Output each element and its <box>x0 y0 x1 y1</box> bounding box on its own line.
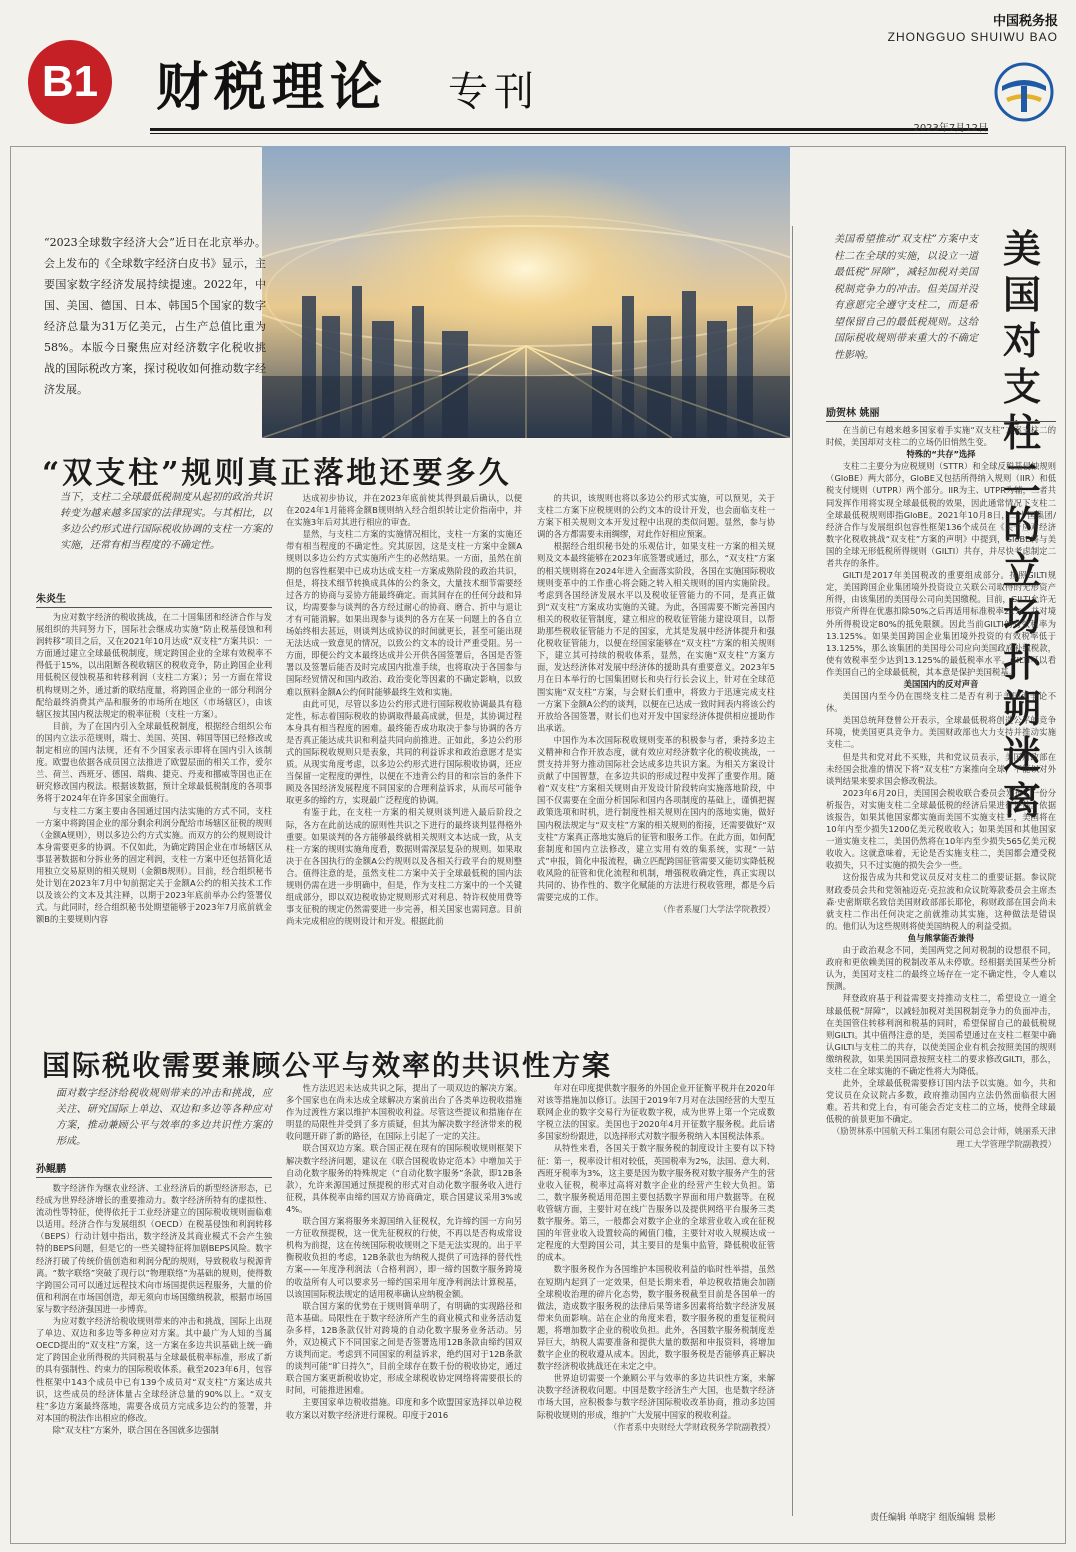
section-subtitle: 专刊 <box>448 69 540 115</box>
article2-column-1 <box>36 1182 272 1500</box>
article3-byline: 励贺林 姚丽 <box>826 404 1056 422</box>
paragraph: 2023年6月20日，美国国会税收联合委员会发布了一份分析报告，对实施支柱二全球最低税的经济后果进行评估。依据该报告，如果其他国家都实施而美国不实施支柱二，美国将在10年内至少损失1200亿美元税收收入；如果美国和其他国家一道实施支柱二，美国仍然将在10年内至少损失565亿美元税收收入。这就意味着，无论是否实施支柱二，美国都会遭受税收损失，只不过实施的损失会少一些。 <box>826 787 1056 871</box>
paragraph: 支柱二主要分为应税规则（STTR）和全球反税基侵蚀规则（GloBE）两大部分，GloBE又包括所得纳入规则（IIR）和低税支付规则（UTPR）两个部分。IIR为主、UTPR为辅，二者共同发挥作用将实现全球最低税的效果，因此通常情况下支柱二全球最低税规则即指GloBE。2021年10月8日，二十国集团/经济合作与发展组织包容性框架136个成员在《关于应对经济数字化税收挑战“双支柱”方案的声明》中提到，GloBE将与美国的全球无形低税所得规则（GILTI）共存，并尽快考虑制定二者共存的条件。 <box>826 461 1056 569</box>
paragraph: 根据经合组织秘书处的乐观估计，如果支柱一方案的相关规则及文本最终能够在2023年底签署或通过，那么，“双支柱”方案的相关规则将在2024年进入全面落实阶段，各国在实施国际税收规则变革中的工作重心将会随之转入相关规则的国内实施阶段。考虑到各国经济发展水平以及税收征管能力的不同，是真正做到“双支柱”方案成功实施的关键。为此，各国需要不断完善国内相关的税收征管制度，建立相应的税收征管能力建设项目，以帮助那些税收征管能力不足的国家，尤其是发展中经济体提升和强化税收征管能力，以便在经国家能够在“双支柱”方案的相关规则下，建立其可持续的税收体系，显然，在实施“双支柱”方案方面，发达经济体对发展中经济体的援助具有重要意义。2023年5月在日本举行的七国集团财长和央行行长会议上，针对在全球范围实施“双支柱”方案，与会财长们重申，将致力于迅速完成支柱一方案下金额A公约的谈判，以便在已达成一致时间表内将该公约开放给各国签署，财长们也对开发中国家经济体提供相应援助作出承诺。 <box>537 541 775 733</box>
article1-column-2 <box>286 492 522 1025</box>
paragraph: 在当前已有越来越多国家着手实施“双支柱”方案支柱二的时候，美国却对支柱二的立场仍旧悄然生变。 <box>826 425 1056 448</box>
paragraph: 性方法迟迟未达成共识之际，提出了一项双边的解决方案。多个国家也在尚未达成全球解决方案前出台了各类单边税收措施作为过渡性方案以维护本国税收利益。尽管这些提议和措施存在明显的局限性并受到了多方质疑，但其为解决数字经济带来的税收问题开辟了新的路径，在国际上引起了一定的关注。 <box>286 1083 522 1142</box>
section-badge: B1 <box>28 40 112 124</box>
article1-column-1 <box>36 611 272 1025</box>
paragraph: 有鉴于此，在支柱一方案的相关规则谈判进入最后阶段之际，各方在此前达成的原则性共识之下进行的最终谈判显得格外重要。如果谈判的各方能够最终就相关规则文本达成一致，从支柱一方案的规则实施角度看，数据则需深层复杂的规则。如果取决于在各国执行的金额A公约规则以及各相关行政平台的规则整合。值得注意的是，虽然支柱二方案中关于全球最低税的国内法规则仍需在进一步明确中，但是，作为支柱二方案中的一个关键组成部分，即以双边税收协定规则形式对利息、特许权使用费等事支征税的规定仍然需要进一步完善，相关国家也需同意。目前尚未完成相应的规则设计和开发。根据此前 <box>286 807 522 927</box>
paragraph: 联合国方案的优势在于规则简单明了，有明确的实现路径和范本基础。局限性在于数字经济所产生的商业模式和业务活动复杂多样，12B条款仅针对跨境的自动化数字服务业务活动。另外，双边模式下不同国家之间是否签署选用12B条款由缔约国双方谈判而定。考虑到不同国家的利益诉求，绝约国对于12B条款的谈判可能“旷日持久”，目前全球存在数千份的税收协定，通过联合国方案更新税收协定，形成全球税收协定网络将需要很长的时间，可能推进困难。 <box>286 1300 522 1396</box>
paragraph: 从特性来看，各国关于数字服务税的制度设计主要有以下特征：第一，税率设计相对较低，英国税率为2%，法国、意大利、西班牙税率为3%，这主要是因为数字服务税对数字服务产生的营业收入征税，税率过高将对数字企业的经营产生较大负担。第二，数字服务税适用范围主要包括数字界面和用户数据等。在税收管辖方面，主要针对在线广告服务以及提供网络平台服务三类数字服务。第三，一般都会对数字企业的全球营业收入或在征税国的年营业收入设置较高的阈值门槛，主要针对收入规模达成一定程度的大型跨国公司，其主要目的是集中监管，降低税收征管的成本。 <box>537 1143 775 1263</box>
paper-name-cn: 中国税务报 <box>992 14 1058 29</box>
article1-deck: 当下，支柱二全球最低税制度从起初的政治共识转变为越来越多国家的法律现实。与其相比，以多边公约形式进行国际税收协调的支柱一方案的实施，还常有相当程度的不确定性。 <box>60 492 272 551</box>
paragraph: 美国国内至今仍在围绕支柱二是否有利于美国而争论不休。 <box>826 691 1056 714</box>
paragraph: 年对在印度提供数字服务的外国企业开征衡平税并在2020年对该等措施加以修订。法国于2019年7月对在法国经营的大型互联网企业的数字交易行为征收数字税，成为世界上第一个完成数字税立法的国家。美国也于2020年4月开征数字服务税。此后诸多国家纷纷跟进，以选择形式对数字服务税纳入本国税法体系。 <box>537 1083 775 1142</box>
issue-date: 2023年7月12日 <box>913 123 988 134</box>
article2-deck: 面对数字经济给税收规则带来的冲击和挑战，应关注、研究国际上单边、双边和多边等各种应对方案，推动兼顾公平与效率的多边共识性方案的形成。 <box>56 1088 272 1147</box>
article1-headline: “双支柱”规则真正落地还要多久 <box>42 456 512 491</box>
column-divider <box>792 226 793 1516</box>
masthead-rule <box>150 128 988 131</box>
article3-body <box>826 424 1056 1496</box>
editor-credits: 责任编辑 单晓宇 组版编辑 景彬 <box>870 1513 996 1523</box>
subheading: 美国国内的反对声音 <box>903 678 979 689</box>
paragraph: 但是共和党对此不买账，共和党议员表示，美国财政部在未经国会批准的情况下将“双支柱”方案推向全球，不能以对外谈判结果来要求国会修改税法。 <box>826 751 1056 786</box>
paragraph: 目前，为了在国内引入全球最低税制度，根据经合组织公布的国内立法示范规则，瑞士、美国、英国、韩国等国已经修改或制定相应的国内法规，还有不少国家表示即将在国内引入该制度。欧盟也依据各成员国立法推进了欧盟层面的相关工作，爱尔兰、荷兰、西班牙、德国、瑞典、捷克、丹麦和挪威等国也正在研究修改国内税法。根据该数据，预计全球最低税制度的各项事务将于2024年在许多国家全面施行。 <box>36 720 272 804</box>
paragraph: 拜登政府基于利益需要支持推动支柱二，希望设立一道全球最低税“屏障”，以减轻加税对美国税制竞争力的负面冲击，在美国管住转移利润和税基的同时，希望保留自己的最低税规则GILTI。其中值得注意的是，美国希望通过在支柱二框架中确认GILTI与支柱二的共存，以使美国企业有机会按照美国的规则缴纳税款，如果美国同意按照支柱二的要求修改GILTI，那么，支柱二在全球实施的不确定性将大为降低。 <box>826 993 1056 1076</box>
paragraph: 联合国方案将服务来源国纳入征税权，允许缔约国一方向另一方征收预提税，这一优先征税权的行使，不再以是否构成常设机构为前提，这在传统国际税收规则之下是无法实现的。出于平衡税收负担的考虑，12B条款也为纳税人提供了可选择的替代性方案——年度净利润法（合格利润），即一缔约国数字服务跨境的收益所有人可以要求另一缔约国采用年度净利润法计算税基，以该国国际税法规定的适用税率确认应纳税金额。 <box>286 1216 522 1299</box>
article2-byline: 孙鲲鹏 <box>36 1160 272 1178</box>
paragraph: 世界迫切需要一个兼顾公平与效率的多边共识性方案，来解决数字经济税收问题。中国是数字经济生产大国，也是数字经济市场大国，应积极参与数字经济国际税收改革协商，推动多边国际税收规则的形成，维护广大发展中国家的税收利益。 <box>537 1373 775 1420</box>
author-note: （作者系厦门大学法学院教授） <box>658 904 775 915</box>
paragraph: 的共识，该规则也将以多边公约形式实施，可以预见，关于支柱二方案下应税规则的公约文本的设计开发，也会面临支柱一方案下相关规则文本开发过程中出现的类似问题。显然，参与协调的各方都需要未雨绸缪，对此作好相应预案。 <box>537 493 775 540</box>
hero-city-image <box>262 146 790 438</box>
paragraph: 美国总统拜登曾公开表示，全球最低税将创造公平的竞争环境，使美国更具竞争力。美国财政部也大力支持并推动实施支柱二。 <box>826 715 1056 750</box>
paragraph: 此外，全球最低税需要修订国内法予以实施。如今，共和党议员在众议院占多数，政府推动国内立法仍然面临很大困难。若共和党上台，有可能会否定支柱二的立场，使得全球最低税的前景更加不确定。 <box>826 1078 1056 1125</box>
author-note: （励贺林系中国航天科工集团有限公司总会计师，姚丽系天津理工大学管理学院副教授） <box>831 1126 1056 1149</box>
paragraph: 显然，与支柱二方案的实施情况相比，支柱一方案的实施还带有相当程度的不确定性。究其原因，这是支柱一方案中金额A规则以多边公约方式实施所产生的必然结果。一方面，虽然在前期的包容性框架中已成功达成支柱一方案成熟阶段的政治共识，但是，将技术细节转换成具体的公约条文，大量技术细节需要经过各方的协商与妥协方能最终确定。而其间存在的任何分歧和异议，均需要参与谈判的各方经过耐心的协商、磨合、折中与退让才有可能消解。如果出现参与谈判的各方在某一问题上的各自立场始终相去甚远，则谈判达成协议的时间就更长，甚至可能出现无法达成一致意见的情况，以致公约文本的设计严重受阻。另一方面，即便公约文本最终达成并公开供各国签署后，各国是否签署以及签署后能否及时完成国内批准手续，也将取决于各国参与国际经贸情况和国内政治、政治变化等因素的不确定影响，以致难以预料金额A公约何时能够最终生效和实施。 <box>286 529 522 697</box>
article1-column-3 <box>537 492 775 1025</box>
article1-byline: 朱炎生 <box>36 590 272 608</box>
paragraph: 为应对数字经济给税收规则带来的冲击和挑战，国际上出现了单边、双边和多边等多种应对方案。其中最广为人知的当属OECD提出的“双支柱”方案，这一方案在多边共识基础上统一确定了跨国企业所得税的共同税基与全球最低税率标准，形成了新的具有强制性、约束力的国际税收体系。截至2023年6月，包容性框架中143个成员中已有139个成员对“双支柱”方案达成共识，这些成员的经济体量占全球经济总量的90%以上。“双支柱”多边方案最终落地，需要各成员方完成多边公约的签署，并对本国的税法作出相应的修改。 <box>36 1316 272 1423</box>
paragraph: 中国作为本次国际税收规则变革的积极参与者，秉持多边主义精神和合作开放态度，就有效应对经济数字化的税收挑战，一贯支持并努力推动国际社会达成多边共识方案。为相关方案设计贡献了中国智慧，在多边共识的形成过程中发挥了重要作用。随着“双支柱”方案相关规则由开发设计阶段转向实施落地阶段，中国不仅需要在全面分析国际和国内各项制度的基础上，谨慎把握政策选项和时机，进行制度性相关规则在国内的落地实施，做好国内税法规定与“双支柱”方案的相关规则的衔接，还需要做好“双支柱”方案真正落地实施后的征管和服务工作。在此方面，如何配套制度和国内立法修改，建立实用有效的集系统，实现“一站式”申报，简化申报流程，确立匹配跨国征管需要又能切实降低税收风险的征管和优化流程和机制，增强税收确定性，真正实现以共同的、协作性的、数字化赋能的方法进行税收管理，都是今后需要完成的工作。 <box>537 734 775 903</box>
article2-column-2 <box>286 1082 522 1500</box>
subheading: 鱼与熊掌能否兼得 <box>907 932 975 943</box>
paragraph: 数字服务税作为各国维护本国税收利益的临时性举措，虽然在短期内起到了一定效果，但是长期来看，单边税收措施会加剧全球税收治理的碎片化态势，数字服务税截至目前是各国单一的做法，造成数字服务税的法律后果等诸多因素将给数字经济发展带来负面影响。站在企业的角度来看，数字服务税的重复征税问题，将增加数字企业的税收负担。此外，各国数字服务税制度差异巨大，纳税人需要准备和提供大量的数据和申报资料，将增加数字企业的税收遵从成本。因此，数字服务税是否能够真正解决数字经济税收挑战还在未定之中。 <box>537 1264 775 1372</box>
article3-vertical-headline: 美国对支柱二的立场扑朔迷离 <box>1002 226 1041 823</box>
paragraph: 与支柱二方案主要由各国通过国内法实施的方式不同，支柱一方案中将跨国企业的部分剩余利润分配给市场辖区征税的规则（金额A规则），则以多边公约方式实施。而双方的公约规则设计本身需要更多的协调。不仅如此，为确定跨国企业在市场辖区从事显著数据和分拆业务的固定利润，支柱一方案中还包括简化适用独立交易原则的相关规则（金额B规则）。目前，经合组织秘书处计划在2023年7月中旬前据定关于金额A公约的相关技术工作以及该公约文本及其注释，以期于2023年底前举办公约签署仪式。与此同时，经合组织秘书处期望能够于2023年7月底前就金额B的主要规则内容 <box>36 805 272 925</box>
page-intro: “2023全球数字经济大会”近日在北京举办。会上发布的《全球数字经济白皮书》显示，主要国家数字经济发展持续提速。2022年，中国、美国、德国、日本、韩国5个国家的数字经济总量为31万亿美元，占生产总值比重为58%。本版今日聚焦应对经济数字化税收挑战的国际税改方案，探讨税收如何推动数字经济发展。 <box>44 236 266 396</box>
article2-column-3 <box>537 1082 775 1500</box>
article3-deck: 美国希望推动“双支柱”方案中支柱二在全球的实施，以设立一道最低税“屏障”，减轻加税对美国税制竞争力的冲击。但美国并没有意愿完全遵守支柱二，而是希望保留自己的最低税规则。这给国际税收规则带来重大的不确定性影响。 <box>834 234 978 361</box>
paper-name-pinyin: ZHONGGUO SHUIWU BAO <box>887 30 1058 44</box>
masthead-rule-thin <box>150 133 988 134</box>
author-note: （作者系中央财经大学财政税务学院副教授） <box>609 1421 775 1432</box>
paragraph: 由此可见，尽管以多边公约形式进行国际税收协调最具有稳定性，标志着国际税收的协调取得最高成就，但是，其协调过程本身具有相当程度的困难。最终能否成功取决于参与协调的各方是否真正能达成共识和利益共同向前推进。正如此，多边公约形式的国际税收规则只是表象，共同的利益诉求和政治意愿才是实质。从现实角度考虑，以多边公约形式进行国际税收协调，还应当保留一定程度的弹性，以便在不违背公约目的和宗旨的条件下顾及各国经济发展程度不同国家的合理利益诉求，从而尽可能争取更多的缔约方，实现最广泛程度的协调。 <box>286 698 522 806</box>
section-title: 财税理论 <box>156 57 389 118</box>
paragraph: GILTI是2017年美国税改的重要组成部分。按照GILTI规定，美国跨国企业集团境外投资设立关联公司取得的无形资产所得，由该集团的美国母公司向美国缴税。目前，GILTI允许无形资产所得在优惠扣除50%之后再适用标准税率21%，并对境外所得税设定80%的抵免限额。因此当前GILTI的有效税率为13.125%。如果美国跨国企业集团境外投资的有效税率低于13.125%，那么该集团的美国母公司应向美国政府补缴税款，使有效税率至少达到13.125%的最低税率水平。GILTI可以看作美国自己的全球最低税，其本意是保护美国税基。 <box>826 570 1056 677</box>
paragraph: 达成初步协议，并在2023年底前使其得到最后确认，以便在2024年1月能将金额B规则纳入经合组织转让定价指南中，并在实施3年后对其进行相应的审查。 <box>286 493 522 528</box>
subheading: 特殊的“共存”选择 <box>906 449 976 460</box>
paragraph: 除“双支柱”方案外，联合国在各国就多边强制 <box>52 1424 219 1435</box>
paragraph: 这份报告成为共和党议员反对支柱二的重要证据。参议院财政委员会共和党领袖迈克·克拉波和众议院筹款委员会主席杰森·史密斯联名致信美国财政部部长耶伦，称财政部在国会尚未就支柱二作出任何决定之前就推动其实施，这种做法是错误的。他们认为这些规则将使美国纳税人的利益受损。 <box>826 872 1056 931</box>
newspaper-logo-icon <box>992 60 1056 124</box>
paragraph: 主要国家单边税收措施。印度和多个欧盟国家选择以单边税收方案以对数字经济进行课税。印度于2016 <box>286 1397 522 1420</box>
paragraph: 联合国双边方案。联合国正视在现有的国际税收规则框架下解决数字经济问题，建议在《联合国税收协定范本》中增加关于自动化数字服务的特殊规定（“自动化数字服务”条款，即12B条款），允许来源国通过预提税的形式对自动化数字服务收入进行征税，具体税率由缔约国双方协商确定，联合国建议采用3%或4%。 <box>286 1143 522 1214</box>
paragraph: 由于政治观念不同，美国两党之间对税制的设想很不同，政府和更依赖美国的税制改革从未停歇。经相据美国某些分析认为，美国对支柱二的最终立场存在一定不确定性，令人难以预测。 <box>826 945 1056 992</box>
paragraph: 为应对数字经济的税收挑战，在二十国集团和经济合作与发展组织的共同努力下，国际社会继成功实施“防止税基侵蚀和利润转移”项目之后，又在2021年10月达成“双支柱”方案共识：一方面通过建立全球最低税制度，规定跨国企业的全球有效税率不得低于15%，以出阻断各税收辖区的税收竞争，防止跨国企业利用低税区侵蚀税基和转移利润（支柱二方案）；另一方面在常设机构规则之外，通过新的联结度量，将跨国企业的一部分利润分配给最终消费其产品和服务的市场所在地区（市场辖区），由该辖区按其国内税法规定的税率征税（支柱一方案）。 <box>36 612 272 719</box>
paragraph: 数字经济作为继农业经济、工业经济后的新型经济形态，已经成为世界经济增长的重要推动力。数字经济所特有的虚拟性、流动性等特征，使得依托于工业经济建立的国际税收规则面临难以适用。经济合作与发展组织（OECD）在税基侵蚀和利润转移（BEPS）行动计划中指出，数字经济及其商业模式不会产生独特的BEPS问题，但是它的一些关键特征将加剧BEPS风险。数字经济打破了传统价值创造和利润分配的规则，导致税收与税源背离。“数字联络”突破了现行以“物理联络”为基础的规则，使得数字跨国公司可以通过远程技术向市场国提供远程服务，大量的价值和利润在市场国创造，却无须向市场国缴纳税款，根据市场国家与数字经济强国进一步博弈。 <box>36 1183 272 1314</box>
article2-headline: 国际税收需要兼顾公平与效率的共识性方案 <box>42 1049 613 1082</box>
